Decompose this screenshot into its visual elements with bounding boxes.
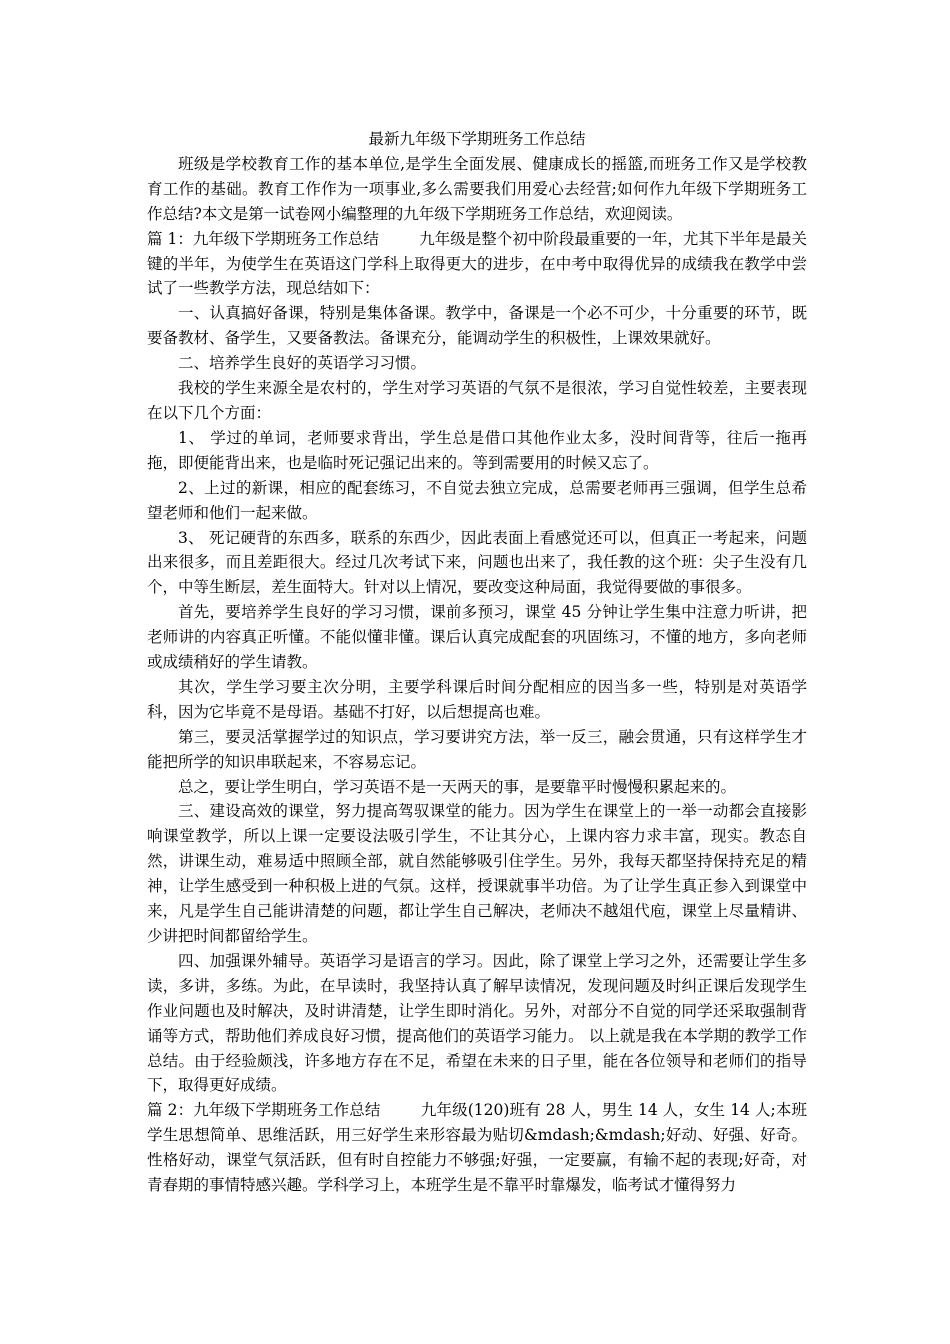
article-1-paragraph: 第三，要灵活掌握学过的知识点，学习要讲究方法，举一反三，融会贯通，只有这样学生才能把所学的知识串联起来，不容易忘记。 xyxy=(147,727,807,771)
document-title: 最新九年级下学期班务工作总结 xyxy=(368,130,586,148)
article-1-heading: 篇 1：九年级下学期班务工作总结 xyxy=(147,229,379,248)
article-1-paragraph: 首先，要培养学生良好的学习习惯，课前多预习，课堂 45 分钟让学生集中注意力听讲，把老师讲的内容真正听懂。不能似懂非懂。课后认真完成配套的巩固练习，不懂的地方，多向老师或成绩稍好的学生请教。 xyxy=(147,603,807,672)
article-1-paragraph: 2、上过的新课，相应的配套练习，不自觉去独立完成，总需要老师再三强调，但学生总希望老师和他们一起来做。 xyxy=(147,478,807,522)
article-2-lead: 九年级(120)班有 28 人，男生 14 人，女生 14 人;本班学生思想简单、思维活跃，用三好学生来形容最为贴切&mdash;&mdash;好动、好强、好奇。性格好动，课堂气氛活跃，但有时自控能力不够强;好强，一定要赢，有输不起的表现;好奇，对青春期的事情特感兴趣。学科学习上，本班学生是不靠平时靠爆发，临考试才懂得努力 xyxy=(147,1101,807,1195)
article-1-paragraph: 二、培养学生良好的英语学习习惯。 xyxy=(178,354,427,373)
article-1-paragraph: 我校的学生来源全是农村的，学生对学习英语的气氛不是很浓，学习自觉性较差，主要表现在以下几个方面： xyxy=(147,379,807,422)
document-page xyxy=(147,127,807,1198)
intro-paragraph: 班级是学校教育工作的基本单位,是学生全面发展、健康成长的摇篮,而班务工作又是学校教育工作的基础。教育工作作为一项事业,多么需要我们用爱心去经营;如何作九年级下学期班务工作总结?本文是第一试卷网小编整理的九年级下学期班务工作总结，欢迎阅读。 xyxy=(147,154,807,223)
article-1-paragraph: 三、建设高效的课堂，努力提高驾驭课堂的能力。因为学生在课堂上的一举一动都会直接影响课堂教学，所以上课一定要设法吸引学生，不让其分心，上课内容力求丰富，现实。教态自然，讲课生动，难易适中照顾全部，就自然能够吸引住学生。另外，我每天都坚持保持充足的精神，让学生感受到一种积极上进的气氛。这样，授课就事半功倍。为了让学生真正参入到课堂中来，凡是学生自己能讲清楚的问题，都让学生自己解决，老师决不越俎代庖，课堂上尽量精讲、少讲把时间都留给学生。 xyxy=(147,802,807,945)
article-1-paragraph: 其次，学生学习要主次分明，主要学科课后时间分配相应的因当多一些，特别是对英语学科，因为它毕竟不是母语。基础不打好，以后想提高也难。 xyxy=(147,677,807,721)
article-1-paragraph: 总之，要让学生明白，学习英语不是一天两天的事，是要靠平时慢慢积累起来的。 xyxy=(178,777,737,796)
article-1-paragraph: 一、认真搞好备课，特别是集体备课。教学中，备课是一个必不可少，十分重要的环节，既要备教材、备学生，又要备教法。备课充分，能调动学生的积极性，上课效果就好。 xyxy=(147,304,807,348)
article-2-heading: 篇 2：九年级下学期班务工作总结 xyxy=(147,1101,381,1120)
article-2-opening xyxy=(147,1098,807,1198)
article-1-paragraph: 1、 学过的单词，老师要求背出，学生总是借口其他作业太多，没时间背等，往后一拖再拖，即便能背出来，也是临时死记强记出来的。等到需要用的时候又忘了。 xyxy=(147,428,807,472)
article-1-paragraph: 3、 死记硬背的东西多，联系的东西少，因此表面上看感觉还可以，但真正一考起来，问题出来很多，而且差距很大。经过几次考试下来，问题也出来了，我任教的这个班：尖子生没有几个，中等生断层，差生面特大。针对以上情况，要改变这种局面，我觉得要做的事很多。 xyxy=(147,528,807,597)
article-1-opening xyxy=(147,227,807,302)
article-1-lead: 九年级是整个初中阶段最重要的一年，尤其下半年是最关键的半年，为使学生在英语这门学科上取得更大的进步，在中考中取得优异的成绩我在教学中尝试了一些教学方法，现总结如下： xyxy=(147,229,807,298)
article-1-paragraph: 四、加强课外辅导。英语学习是语言的学习。因此，除了课堂上学习之外，还需要让学生多读，多讲，多练。为此，在早读时，我坚持认真了解早读情况，发现问题及时纠正课后发现学生作业问题也及时解决，及时讲清楚，让学生即时消化。另外，对部分不自觉的同学还采取强制背诵等方式，帮助他们养成良好习惯，提高他们的英语学习能力。 以上就是我在本学期的教学工作总结。由于经验颇浅，许多地方存在不足，希望在未来的日子里，能在各位领导和老师们的指导下，取得更好成绩。 xyxy=(147,951,807,1095)
